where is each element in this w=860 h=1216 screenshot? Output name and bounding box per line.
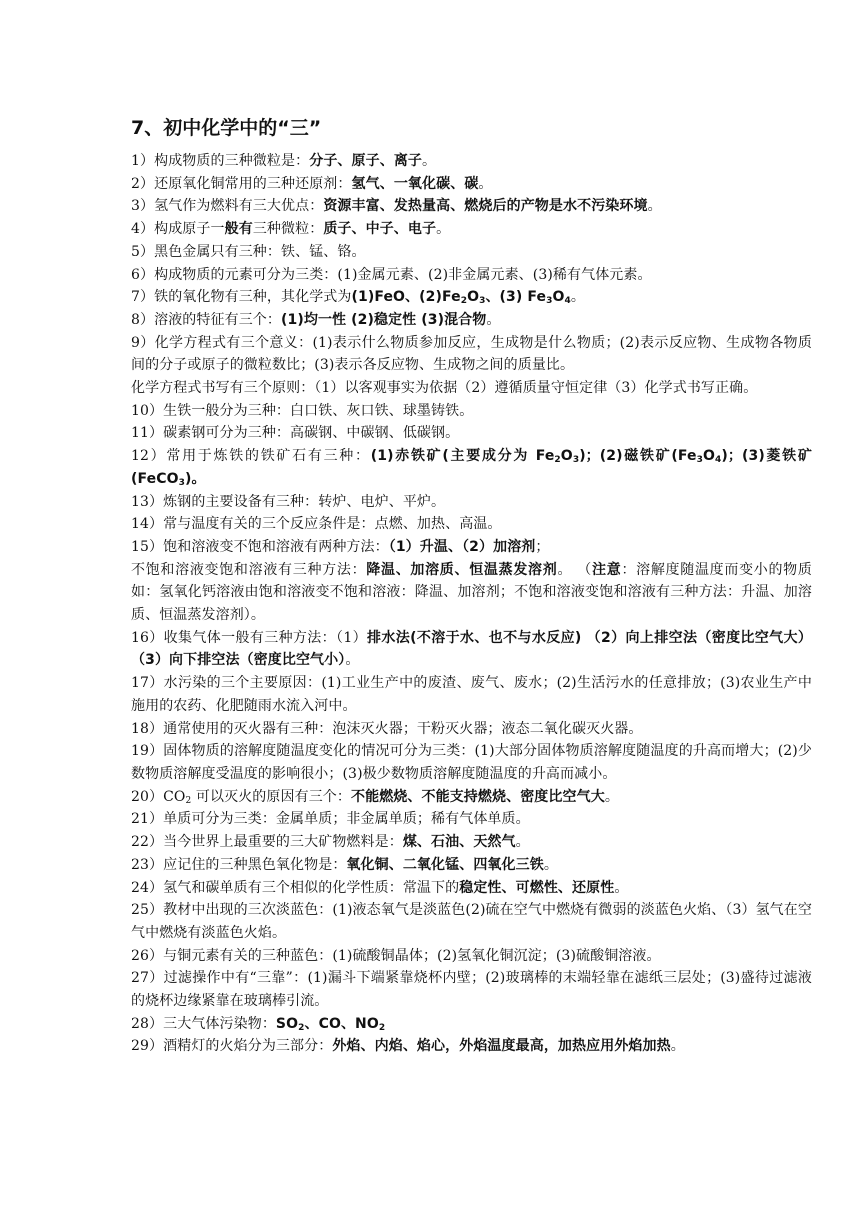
list-item	[131, 400, 812, 423]
list-item	[131, 491, 812, 514]
bold-text: (1)FeO、$(2)Fe_2O_3$、(3) $Fe_3O_4$	[351, 289, 571, 307]
list-item	[131, 422, 812, 445]
bold-text: 般有	[224, 221, 253, 238]
text-span: 不饱和溶液变饱和溶液有三种方法：	[131, 561, 367, 578]
text-span: 21）单质可分为三类：金属单质；非金属单质；稀有气体单质。	[131, 811, 530, 828]
text-span: 2）还原氧化铜常用的三种还原剂：	[131, 175, 352, 192]
text-span: 27）过滤操作中有“三靠”：(1)漏斗下端紧靠烧杯内壁；(2)玻璃棒的末端轻靠在滤纸三层处；(3)盛待过滤液的烧杯边缘紧靠在玻璃棒引流。	[131, 970, 812, 1010]
list-item	[131, 513, 812, 536]
text-span: 7）铁的氧化物有三种，其化学式为	[131, 289, 352, 306]
list-item	[131, 559, 812, 627]
text-span: 24）氢气和碳单质有三个相似的化学性质：常温下的	[131, 879, 460, 896]
list-item	[131, 1013, 812, 1036]
list-item	[131, 627, 812, 672]
text-span: 三种微粒：	[252, 221, 324, 238]
list-item	[131, 899, 812, 944]
text-span: 10）生铁一般分为三种：白口铁、灰口铁、球墨铸铁。	[131, 402, 474, 419]
list-item	[131, 536, 812, 559]
bold-text: 稳定性、可燃性、还原性	[459, 879, 615, 896]
list-item	[131, 264, 812, 287]
bold-text: 排水法(不溶于水、也不与水反应) （2）向上排空法（密度比空气大） （3）向下排空法（密度比空气小）	[131, 629, 812, 669]
text-span: 8）溶液的特征有三个：	[131, 311, 282, 328]
list-item	[131, 786, 812, 809]
text-span: 。	[515, 834, 530, 851]
list-item	[131, 241, 812, 264]
bold-text: 氢气、一氧化碳、碳	[351, 175, 479, 192]
text-span: $20)CO_2$ 可以灭火的原因有三个：	[131, 788, 351, 806]
text-span: 。	[345, 652, 360, 669]
text-span: 。	[486, 311, 501, 328]
list-item	[131, 150, 812, 173]
list-item	[131, 332, 812, 377]
list-item	[131, 831, 812, 854]
text-span: 29）酒精灯的火焰分为三部分：	[131, 1038, 333, 1055]
list-item	[131, 309, 812, 332]
text-span: 。	[614, 879, 629, 896]
bold-text: 资源丰富、发热量高、燃烧后的产物是水不污染环境	[323, 198, 648, 215]
list-item	[131, 854, 812, 877]
bold-text: 注意	[592, 561, 622, 578]
list-item	[131, 218, 812, 241]
text-span: 5）黑色金属只有三种：铁、锰、铬。	[131, 243, 366, 260]
bold-text: 外焰、内焰、焰心，外焰温度最高，加热应用外焰加热	[332, 1038, 671, 1055]
list-item	[131, 173, 812, 196]
list-item	[131, 445, 812, 490]
text-span: 化学方程式书写有三个原则：（1）以客观事实为依据（2）遵循质量守恒定律（3）化学式书写正确。	[131, 380, 758, 397]
list-item	[131, 286, 812, 309]
list-item	[131, 967, 812, 1012]
text-span: 。 （	[557, 561, 593, 578]
text-span: 12）常用于炼铁的铁矿石有三种：	[131, 448, 371, 465]
list-item	[131, 945, 812, 968]
text-span: 17）水污染的三个主要原因：(1)工业生产中的废渣、废气、废水；(2)生活污水的任意排放；(3)农业生产中施用的农药、化肥随雨水流入河中。	[131, 675, 812, 714]
document-body	[131, 150, 812, 1058]
text-span: 25）教材中出现的三次淡蓝色：(1)液态氧气是淡蓝色(2)硫在空气中燃烧有微弱的淡蓝色火焰、（3）氢气在空气中燃烧有淡蓝色火焰。	[131, 902, 812, 941]
list-item	[131, 808, 812, 831]
text-span: 9）化学方程式有三个意义：(1)表示什么物质参加反应，生成物是什么物质；(2)表示反应物、生成物各物质间的分子或原子的微粒数比；(3)表示各反应物、生成物之间的质量比。	[131, 334, 812, 374]
list-item	[131, 740, 812, 785]
text-span: 22）当今世界上最重要的三大矿物燃料是：	[131, 834, 403, 851]
text-span: 。	[478, 175, 493, 192]
text-span: 。	[670, 1038, 685, 1055]
text-span: 26）与铜元素有关的三种蓝色：(1)硫酸铜晶体；(2)氢氧化铜沉淀；(3)硫酸铜溶液。	[131, 947, 661, 964]
bold-text: 质子、中子、电子	[323, 221, 437, 238]
text-span: 16）收集气体一般有三种方法：（1）	[131, 629, 368, 646]
text-span: ：溶解度随温度而变小的物质如：氢氧化钙溶液由饱和溶液变不饱和溶液：降温、加溶剂；不饱和溶液变饱和溶液有三种方法：升温、加溶质、恒温蒸发溶剂）。	[131, 561, 812, 624]
list-item	[131, 377, 812, 400]
text-span: 28）三大气体污染物：	[131, 1015, 276, 1032]
bold-text: $SO_2$、CO、$NO_2$	[275, 1015, 386, 1033]
text-span: 。	[647, 198, 662, 215]
bold-text: 氧化铜、二氧化锰、四氧化三铁	[346, 856, 544, 873]
bold-text: 不能燃烧、不能支持燃烧、密度比空气大	[351, 788, 605, 805]
section-title: 7、初中化学中的“三”	[131, 117, 322, 139]
text-span: 3）氢气作为燃料有三大优点：	[131, 198, 324, 215]
bold-text: 煤、石油、天然气	[402, 834, 516, 851]
text-span: 15）饱和溶液变不饱和溶液有两种方法：	[131, 538, 389, 555]
text-span: 13）炼钢的主要设备有三种：转炉、电炉、平炉。	[131, 493, 446, 510]
list-item	[131, 718, 812, 741]
bold-text: (1)均一性 (2)稳定性 (3)混合物	[281, 311, 487, 328]
text-span: 4）构成原子一	[131, 221, 225, 238]
text-span: 14）常与温度有关的三个反应条件是：点燃、加热、高温。	[131, 516, 502, 533]
text-span: 。	[436, 221, 451, 238]
text-span: 1）构成物质的三种微粒是：	[131, 153, 310, 169]
text-span: ；	[535, 538, 550, 555]
text-span: 。	[422, 153, 437, 169]
bold-text: （1）升温、（2）加溶剂	[388, 538, 536, 555]
text-span: 6）构成物质的元素可分为三类：(1)金属元素、(2)非金属元素、(3)稀有气体元素。	[131, 266, 652, 283]
bold-text: 降温、加溶质、恒温蒸发溶剂	[366, 561, 558, 578]
list-item	[131, 672, 812, 717]
bold-text: (1)赤铁矿(主要成分为 $Fe_2O_3$)；(2)磁铁矿$(Fe_3O_4)$；(3)菱铁矿(FeCO$_3$)。	[131, 448, 812, 488]
list-item	[131, 1035, 812, 1058]
text-span: 23）应记住的三种黑色氧化物是：	[131, 856, 347, 873]
text-span: 18）通常使用的灭火器有三种：泡沫灭火器；干粉灭火器；液态二氧化碳灭火器。	[131, 720, 643, 737]
bold-text: 分子、原子、离子	[309, 153, 423, 169]
text-span: 11）碳素钢可分为三种：高碳钢、中碳钢、低碳钢。	[131, 425, 460, 442]
text-span: 。	[570, 289, 585, 306]
text-span: 。	[604, 788, 619, 805]
list-item	[131, 877, 812, 900]
list-item	[131, 195, 812, 218]
text-span: 。	[543, 856, 558, 873]
text-span: 19）固体物质的溶解度随温度变化的情况可分为三类：(1)大部分固体物质溶解度随温度的升高而增大；(2)少数物质溶解度受温度的影响很小；(3)极少数物质溶解度随温度的升高而减小。	[131, 743, 812, 782]
